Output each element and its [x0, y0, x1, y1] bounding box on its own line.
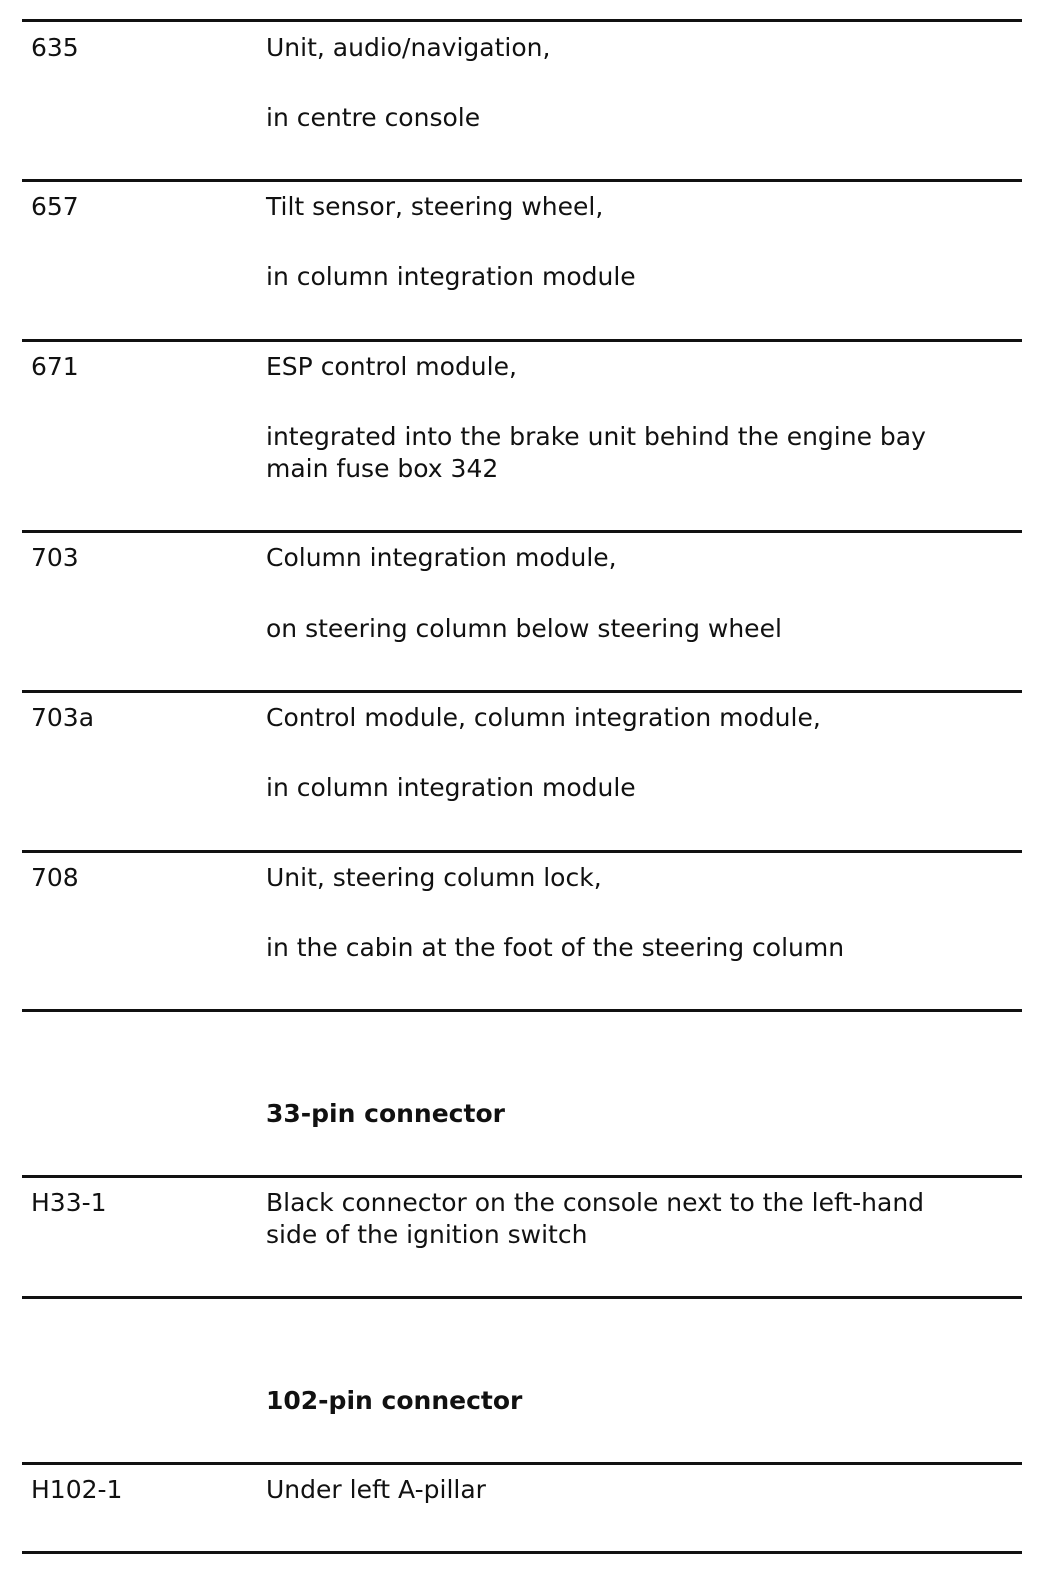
component-location: on steering column below steering wheel	[266, 614, 782, 643]
table-rule	[22, 179, 1022, 182]
component-location: in column integration module	[266, 773, 636, 802]
section-heading: 102-pin connector	[266, 1386, 523, 1415]
table-rule	[22, 1175, 1022, 1178]
table-rule	[22, 1296, 1022, 1299]
table-rule	[22, 1009, 1022, 1012]
component-code: 703a	[31, 703, 95, 732]
table-rule	[22, 850, 1022, 853]
table-rule	[22, 19, 1022, 22]
component-name: ESP control module,	[266, 352, 517, 381]
component-location: main fuse box 342	[266, 454, 499, 483]
component-code: 671	[31, 352, 79, 381]
component-name: Control module, column integration module,	[266, 703, 821, 732]
connector-code: H102-1	[31, 1475, 123, 1504]
component-code: 703	[31, 543, 79, 572]
component-code: 635	[31, 33, 79, 62]
connector-location: Under left A-pillar	[266, 1475, 486, 1504]
component-location: in the cabin at the foot of the steering column	[266, 933, 845, 962]
component-location: in centre console	[266, 103, 481, 132]
connector-location: side of the ignition switch	[266, 1220, 588, 1249]
component-name: Column integration module,	[266, 543, 617, 572]
component-location: integrated into the brake unit behind the engine bay	[266, 422, 926, 451]
component-name: Unit, steering column lock,	[266, 863, 602, 892]
table-rule	[22, 690, 1022, 693]
table-rule	[22, 530, 1022, 533]
component-name: Tilt sensor, steering wheel,	[266, 192, 604, 221]
connector-code: H33-1	[31, 1188, 107, 1217]
table-rule	[22, 1462, 1022, 1465]
table-rule	[22, 1551, 1022, 1554]
component-code: 657	[31, 192, 79, 221]
table-rule	[22, 339, 1022, 342]
connector-location: Black connector on the console next to the left-hand	[266, 1188, 925, 1217]
section-heading: 33-pin connector	[266, 1099, 505, 1128]
component-code: 708	[31, 863, 79, 892]
component-name: Unit, audio/navigation,	[266, 33, 551, 62]
component-location: in column integration module	[266, 262, 636, 291]
